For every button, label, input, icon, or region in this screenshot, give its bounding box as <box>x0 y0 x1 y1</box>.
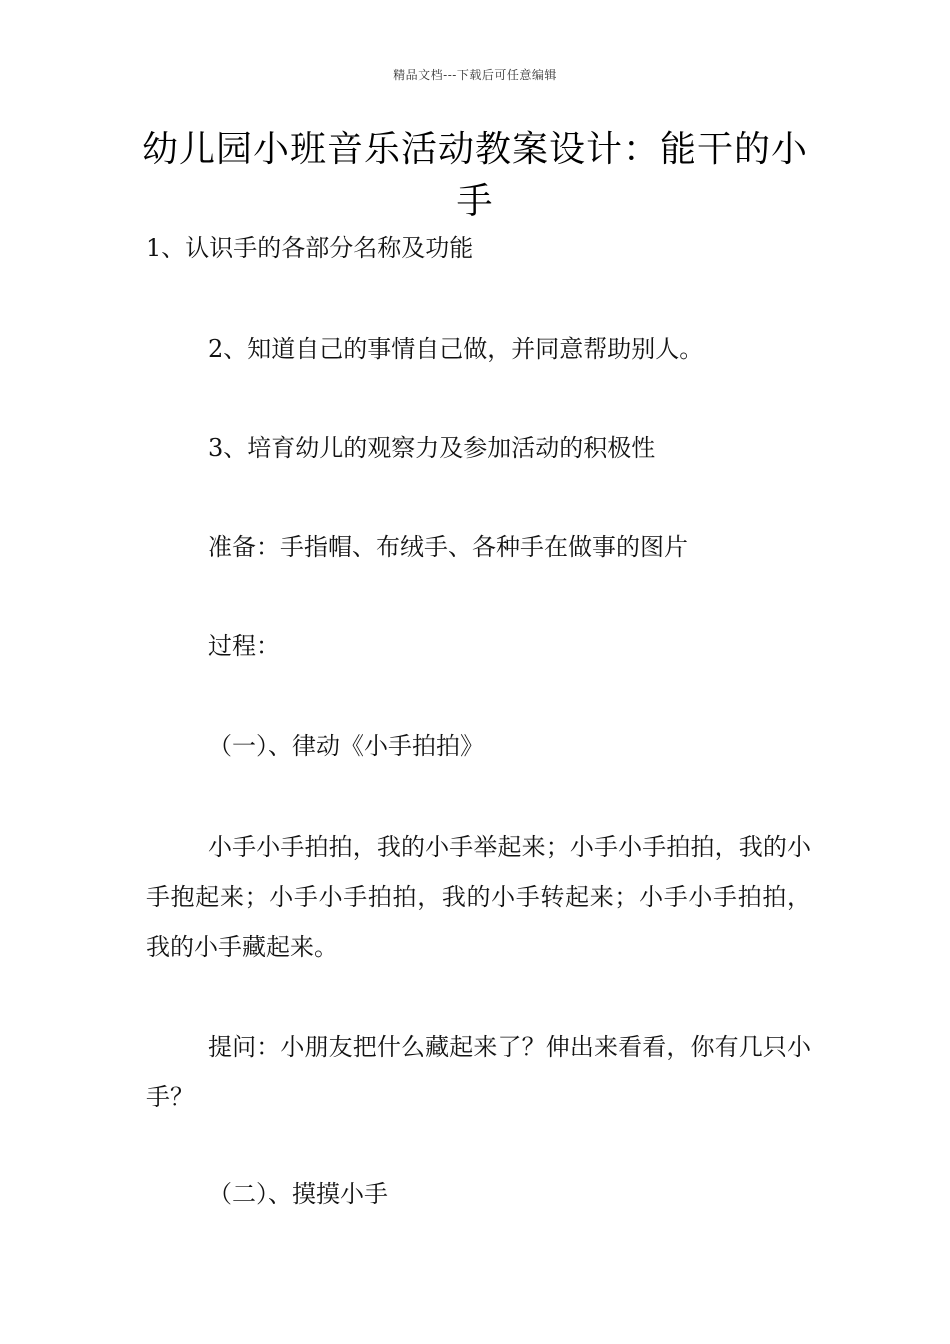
goal-1: 1、认识手的各部分名称及功能 <box>146 234 474 262</box>
preparation: 准备：手指帽、布绒手、各种手在做事的图片 <box>208 533 688 561</box>
section-2-heading: （二）、摸摸小手 <box>208 1180 388 1208</box>
document-title: 幼儿园小班音乐活动教案设计：能干的小手 <box>141 129 808 222</box>
song-lyrics-paragraph: 小手小手拍拍，我的小手举起来；小手小手拍拍，我的小手抱起来；小手小手拍拍，我的小手转起来；小手小手拍拍，我的小手藏起来。 <box>146 833 811 961</box>
header-note: 精品文档---下载后可任意编辑 <box>393 68 557 82</box>
process-heading: 过程： <box>208 632 280 660</box>
goal-2: 2、知道自己的事情自己做，并同意帮助别人。 <box>208 335 704 363</box>
question-paragraph: 提问：小朋友把什么藏起来了？伸出来看看，你有几只小手？ <box>146 1033 811 1111</box>
section-1-heading: （一）、律动《小手拍拍》 <box>208 732 484 760</box>
goal-3: 3、培育幼儿的观察力及参加活动的积极性 <box>208 434 656 462</box>
